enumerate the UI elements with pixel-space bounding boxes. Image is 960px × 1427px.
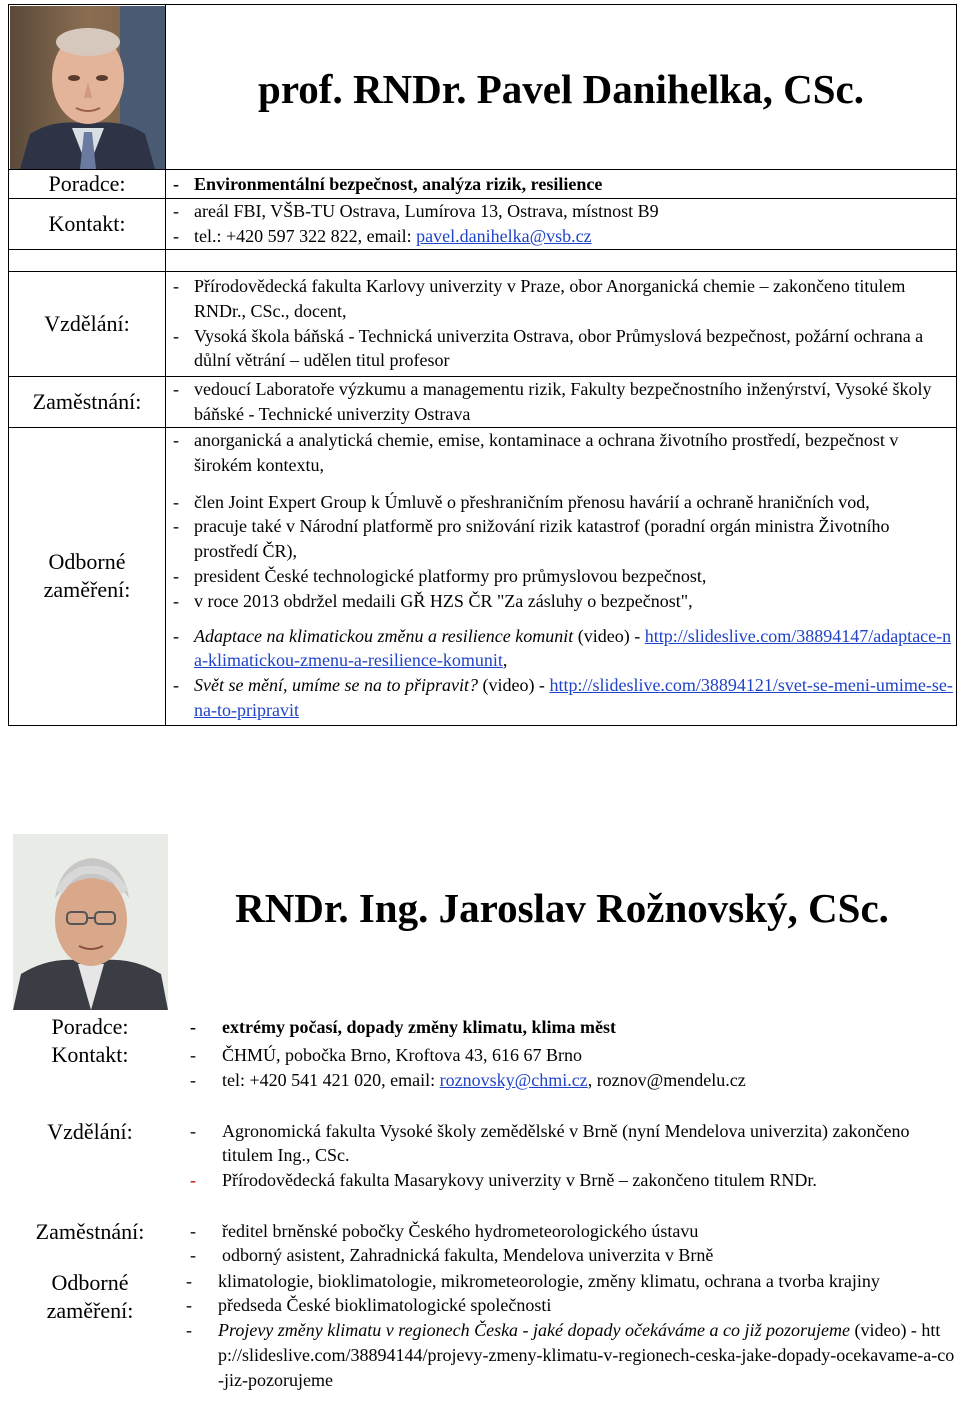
video-item [166, 624, 956, 674]
email-link[interactable]: pavel.danihelka@vsb.cz [416, 225, 592, 246]
education-item: - Agronomická fakulta Vysoké školy zemědělské v Brně (nyní Mendelova univerzita) zakončeno titulem Ing., CSc. [172, 1119, 956, 1169]
spacer-row [166, 250, 957, 272]
video-title: Projevy změny klimatu v regionech Česka - jaké dopady očekáváme a co již pozorujeme [218, 1320, 850, 1341]
email-link[interactable]: roznovsky@chmi.cz [439, 1069, 588, 1090]
label-expertise-line1: Odborné [51, 1269, 129, 1295]
photo-cell [9, 5, 166, 170]
label-expertise-line2: zaměření: [46, 1297, 134, 1323]
label-education: Vzdělání: [47, 1118, 133, 1144]
expertise-item: - klimatologie, bioklimatologie, mikrometeorologie, změny klimatu, ochrana a tvorba krajiny [168, 1269, 956, 1294]
spacer-row [172, 1093, 956, 1119]
contact-phone: tel.: +420 597 322 822, email: [194, 225, 417, 246]
advisor-topic: - Environmentální bezpečnost, analýza rizik, resilience [166, 172, 956, 197]
person-name: RNDr. Ing. Jaroslav Rožnovský, CSc. [235, 885, 889, 931]
label-expertise [8, 1269, 172, 1393]
portrait-photo [13, 834, 168, 1010]
video-title: Svět se mění, umíme se na to připravit? [194, 675, 478, 696]
employment-item: - odborný asistent, Zahradnická fakulta, Mendelova univerzita v Brně [172, 1243, 956, 1268]
label-advisor: Poradce: [9, 170, 166, 199]
contact-email-secondary: , roznov@mendelu.cz [587, 1069, 746, 1090]
label-expertise-line2: zaměření: [43, 577, 131, 603]
video-link[interactable]: http://slideslive.com/38894121/svet-se-meni-umime-se-na-to-pripravit [194, 675, 953, 720]
expertise-item: - president České technologické platformy pro průmyslovou bezpečnost, [166, 564, 956, 589]
video-suffix: (video) - [573, 625, 645, 646]
education-item: - Přírodovědecká fakulta Karlovy univerzity v Praze, obor Anorganická chemie – zakončeno titulem RNDr., CSc., docent, [166, 274, 956, 324]
expertise-item: - pracuje také v Národní platformě pro snižování rizik katastrof (poradní orgán ministra Životního prostředí ČR), [166, 514, 956, 564]
contact-address: - areál FBI, VŠB-TU Ostrava, Lumírova 13, Ostrava, místnost B9 [166, 199, 956, 224]
education-item: - Přírodovědecká fakulta Masarykovy univerzity v Brně – zakončeno titulem RNDr. [172, 1168, 956, 1193]
advisor-topic: - extrémy počasí, dopady změny klimatu, klima měst [172, 1015, 956, 1040]
spacer-row [8, 1093, 172, 1119]
education-item: - Vysoká škola báňská - Technická univerzita Ostrava, obor Průmyslová bezpečnost, požární ochrana a důlní větrání – udělen titul profesor [166, 324, 956, 374]
contact-phone: tel: +420 541 421 020, email: [222, 1069, 440, 1090]
expertise-item: - člen Joint Expert Group k Úmluvě o přeshraničním přenosu havárií a ochraně hraničních vod, [166, 490, 956, 515]
video-link[interactable]: http://slideslive.com/38894147/adaptace-na-klimatickou-zmenu-a-resilience-komunit [194, 625, 952, 671]
video-suffix: (video) - http://slideslive.com/38894144/projevy-zmeny-klimatu-v-regionech-ceska-jake-dopady-ocekavame-a-co-jiz-pozorujeme [218, 1320, 955, 1390]
video-item [166, 673, 956, 723]
video-end: , [502, 650, 508, 671]
portrait-photo [10, 6, 165, 169]
label-expertise-line1: Odborné [48, 549, 126, 575]
video-item [168, 1318, 956, 1392]
video-suffix: (video) - [477, 675, 550, 696]
employment-item: - vedoucí Laboratoře výzkumu a managementu rizik, Fakulty bezpečnostního inženýrství, Vysoké školy báňské - Technické univerzity Ostrava [166, 377, 956, 427]
label-contact: Kontakt: [9, 199, 166, 250]
label-employment: Zaměstnání: [35, 1218, 145, 1244]
label-advisor: Poradce: [51, 1014, 129, 1039]
video-title: Adaptace na klimatickou změnu a resilience komunit [194, 625, 574, 646]
header-area [8, 834, 956, 1014]
expertise-item: - anorganická a analytická chemie, emise, kontaminace a ochrana životního prostředí, bezpečnost v širokém kontextu, [166, 428, 956, 478]
contact-address: - ČHMÚ, pobočka Brno, Kroftova 43, 616 67 Brno [172, 1043, 956, 1068]
person-name: prof. RNDr. Pavel Danihelka, CSc. [166, 5, 957, 170]
label-contact: Kontakt: [51, 1042, 129, 1067]
expertise-item: - v roce 2013 obdržel medaili GŘ HZS ČR "Za zásluhy o bezpečnost", [166, 589, 956, 614]
spacer-row [9, 250, 166, 272]
label-expertise [9, 428, 166, 726]
contact-phone-email [172, 1068, 956, 1093]
advisor-card-danihelka [8, 4, 956, 726]
expertise-item: - předseda České bioklimatologické společnosti [168, 1293, 956, 1318]
label-education: Vzdělání: [9, 272, 166, 377]
contact-phone-email [166, 224, 956, 249]
advisor-card-roznovsky [8, 834, 956, 1393]
employment-item: - ředitel brněnské pobočky Českého hydrometeorologického ústavu [172, 1219, 956, 1244]
label-employment: Zaměstnání: [9, 377, 166, 428]
